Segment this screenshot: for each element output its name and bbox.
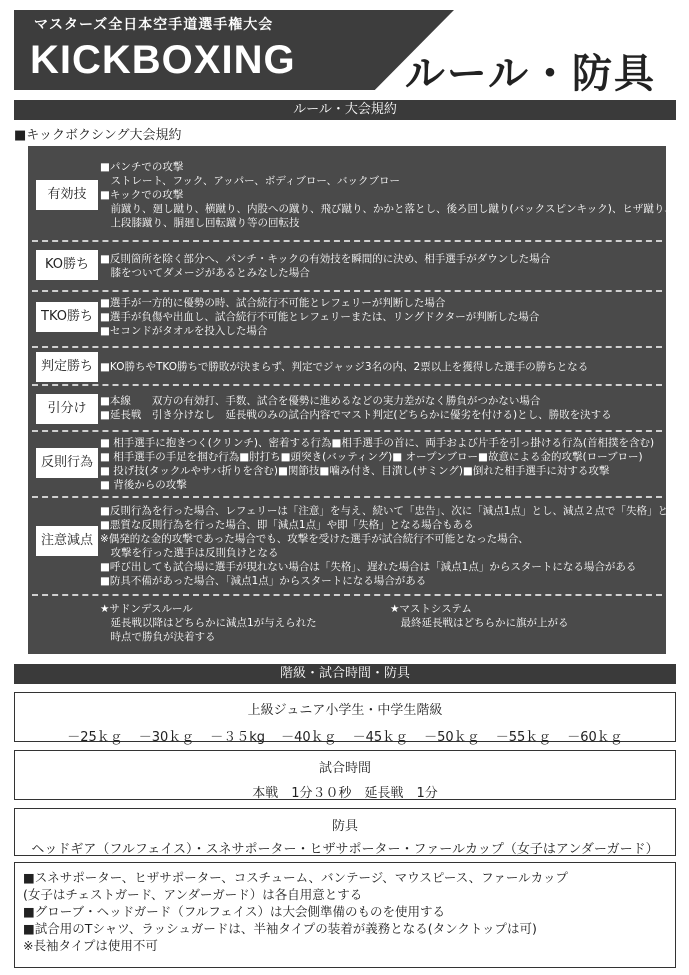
divider bbox=[32, 594, 662, 596]
rule-label: TKO勝ち bbox=[36, 302, 98, 332]
weight-class-list bbox=[15, 726, 675, 745]
note-line: (女子はチェストガード、アンダーガード）は各自用意とする bbox=[23, 887, 363, 902]
protective-gear-box bbox=[14, 808, 676, 856]
note-line: ※長袖タイプは使用不可 bbox=[23, 938, 158, 953]
protective-gear-value: ヘッドギア（フルフェイス）・スネサポーター・ヒザサポーター・ファールカップ（女子はアンダーガード） bbox=[31, 842, 659, 857]
rule-body: ■反則箇所を除く部分へ、パンチ・キックの有効技を瞬間的に決め、相手選手がダウンした場合 膝をついてダメージがあるとみなした場合 bbox=[100, 253, 551, 279]
page-header bbox=[14, 10, 674, 97]
rules-panel bbox=[28, 146, 689, 654]
rule-label: 反則行為 bbox=[36, 448, 98, 478]
must-system-note: ★マストシステム 最終延長戦はどちらかに旗が上がる bbox=[390, 603, 569, 629]
rules-section-bar: ルール・大会規約 bbox=[14, 100, 676, 120]
weight-class: －25ｋｇ bbox=[67, 730, 123, 745]
rule-body: ■パンチでの攻撃 ストレート、フック、アッパー、ボディブロー、バックブロー ■キックでの攻撃 前蹴り、廻し蹴り、横蹴り、内股への蹴り、飛び蹴り、かかと落とし、後ろ回し蹴り(バックスピンキック)、ヒザ蹴り、 上段膝蹴り、胴廻し回転蹴り等の回転技 bbox=[100, 161, 675, 229]
equipment-notes bbox=[14, 862, 676, 968]
sudden-death-note: ★サドンデスルール 延長戦以降はどちらかに減点1が与えられた 時点で勝負が決着する bbox=[100, 603, 317, 643]
rule-body: ■KO勝ちやTKO勝ちで勝敗が決まらず、判定でジャッジ3名の内、2票以上を獲得した選手の勝ちとなる bbox=[100, 361, 589, 373]
protective-gear-title: 防具 bbox=[331, 819, 358, 834]
note-line: ■スネサポーター、ヒザサポーター、コスチューム、バンテージ、マウスピース、ファールカップ bbox=[23, 870, 569, 885]
weight-class: －30ｋｇ bbox=[138, 730, 195, 745]
rules-subheading: ■キックボクシング大会規約 bbox=[14, 128, 182, 143]
rule-body: ■選手が一方的に優勢の時、試合続行不可能とレフェリーが判断した場合 ■選手が負傷や出血し、試合続行不可能とレフェリーまたは、リングドクターが判断した場合 ■セコンドがタオルを投入した場合 bbox=[100, 297, 540, 337]
weight-class: －３５kg bbox=[210, 730, 266, 745]
weight-class-title: 上級ジュニア小学生・中学生階級 bbox=[247, 703, 443, 718]
weight-class: －50ｋｇ bbox=[424, 730, 480, 745]
weight-class: －40ｋｇ bbox=[281, 730, 337, 745]
kickboxing-logo-text: KICKBOXING bbox=[30, 38, 296, 82]
weight-class: －55ｋｇ bbox=[495, 730, 552, 745]
match-time-box bbox=[14, 750, 676, 800]
class-section-bar: 階級・試合時間・防具 bbox=[14, 664, 676, 684]
divider bbox=[32, 496, 662, 498]
weight-class: －60ｋｇ bbox=[567, 730, 623, 745]
rule-body: ■ 相手選手に抱きつく(クリンチ)、密着する行為■相手選手の首に、両手および片手を引っ掛ける行為(首相撲を含む) ■ 相手選手の手足を掴む行為■肘打ち■頭突き(バッティング)■ オープンブロー■故意による金的攻撃(ローブロー) ■ 投げ技(タックルやサバ折りを含む)■関節技■噛み付き、目潰し(サミング)■倒れた相手選手に対する攻撃 ■ 背後からの攻撃 bbox=[100, 437, 655, 491]
divider bbox=[32, 346, 662, 348]
note-line: ■グローブ・ヘッドガード（フルフェイス）は大会側準備のものを使用する bbox=[23, 904, 446, 919]
note-line: ■試合用のTシャツ、ラッシュガードは、半袖タイプの装着が義務となる(タンクトップは可) bbox=[23, 921, 537, 936]
divider bbox=[32, 290, 662, 292]
divider bbox=[32, 430, 662, 432]
divider bbox=[32, 240, 662, 242]
weight-class-box bbox=[14, 692, 676, 745]
rule-label: 判定勝ち bbox=[36, 352, 98, 382]
rule-body: ■本線 双方の有効打、手数、試合を優勢に進めるなどの実力差がなく勝負がつかない場合 ■延長戦 引き分けなし 延長戦のみの試合内容でマスト判定(どちらかに優劣を付ける)とし、勝敗を決する bbox=[100, 395, 612, 421]
page-title: ルール・防具 bbox=[404, 51, 656, 97]
event-name: マスターズ全日本空手道選手権大会 bbox=[34, 17, 274, 33]
rule-label: 注意減点 bbox=[36, 526, 98, 556]
match-time-value: 本戦 1分３０秒 延長戦 1分 bbox=[252, 786, 438, 801]
match-time-title: 試合時間 bbox=[318, 761, 371, 776]
rule-label: KO勝ち bbox=[36, 250, 98, 280]
rule-label: 有効技 bbox=[36, 180, 98, 210]
rule-label: 引分け bbox=[36, 394, 98, 424]
divider bbox=[32, 384, 662, 386]
weight-class: －45ｋｇ bbox=[352, 730, 409, 745]
rule-body: ■反則行為を行った場合、レフェリーは「注意」を与え、続いて「忠告」、次に「減点1点」とし、減点２点で「失格」とする ■悪質な反則行為を行った場合、即「減点1点」や即「失格」となる場合もある ※偶発的な金的攻撃であった場合でも、攻撃を受けた選手が試合続行不可能となった場合、 攻撃を行った選手は反則負けとなる ■呼び出しても試合場に選手が現れない場合は「失格」、遅れた場合は「減点1点」からスタートになる場合がある ■防具不備があった場合、「減点1点」からスタートになる場合がある bbox=[100, 505, 689, 587]
